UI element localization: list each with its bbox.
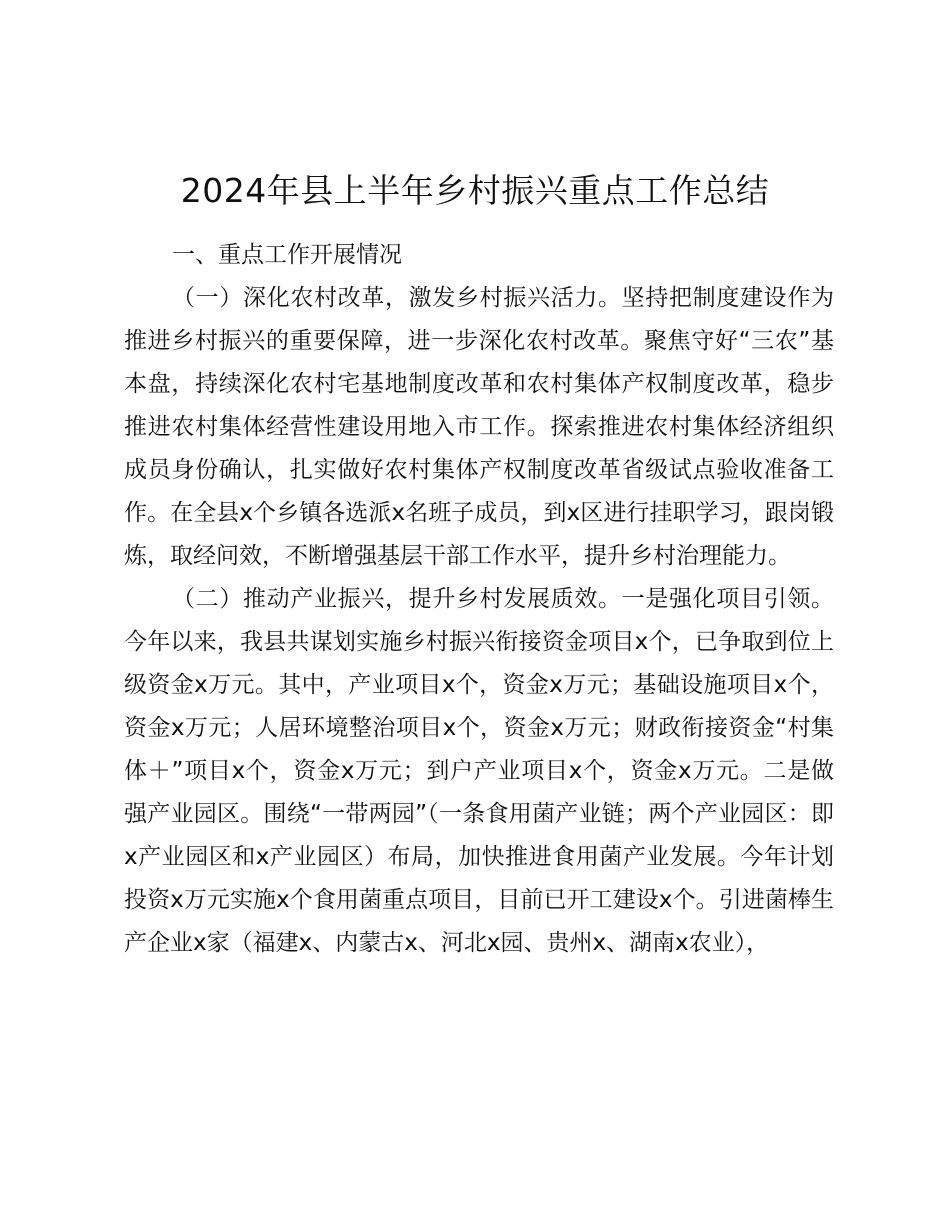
section-heading: 一、重点工作开展情况 (172, 242, 402, 268)
paragraph-industry-revitalization: （二）推动产业振兴，提升乡村发展质效。一是强化项目引领。今年以来，我县共谋划实施乡村振兴衔接资金项目x个，已争取到位上级资金x万元。其中，产业项目x个，资金x万元；基础设施项目x个，资金x万元；人居环境整治项目x个，资金x万元；财政衔接资金“村集体＋”项目x个，资金x万元；到户产业项目x个，资金x万元。二是做强产业园区。围绕“一带两园”（一条食用菌产业链；两个产业园区：即x产业园区和x产业园区）布局，加快推进食用菌产业发展。今年计划投资x万元实施x个食用菌重点项目，目前已开工建设x个。引进菌棒生产企业x家（福建x、内蒙古x、河北x园、贵州x、湖南x农业）， (124, 586, 834, 956)
document-body (124, 234, 834, 965)
document-title: 2024年县上半年乡村振兴重点工作总结 (180, 171, 770, 210)
paragraph-rural-reform: （一）深化农村改革，激发乡村振兴活力。坚持把制度建设作为推进乡村振兴的重要保障，进一步深化农村改革。聚焦守好“三农”基本盘，持续深化农村宅基地制度改革和农村集体产权制度改革，稳步推进农村集体经营性建设用地入市工作。探索推进农村集体经济组织成员身份确认，扎实做好农村集体产权制度改革省级试点验收准备工作。在全县x个乡镇各选派x名班子成员，到x区进行挂职学习，跟岗锻炼，取经问效，不断增强基层干部工作水平，提升乡村治理能力。 (124, 285, 834, 569)
